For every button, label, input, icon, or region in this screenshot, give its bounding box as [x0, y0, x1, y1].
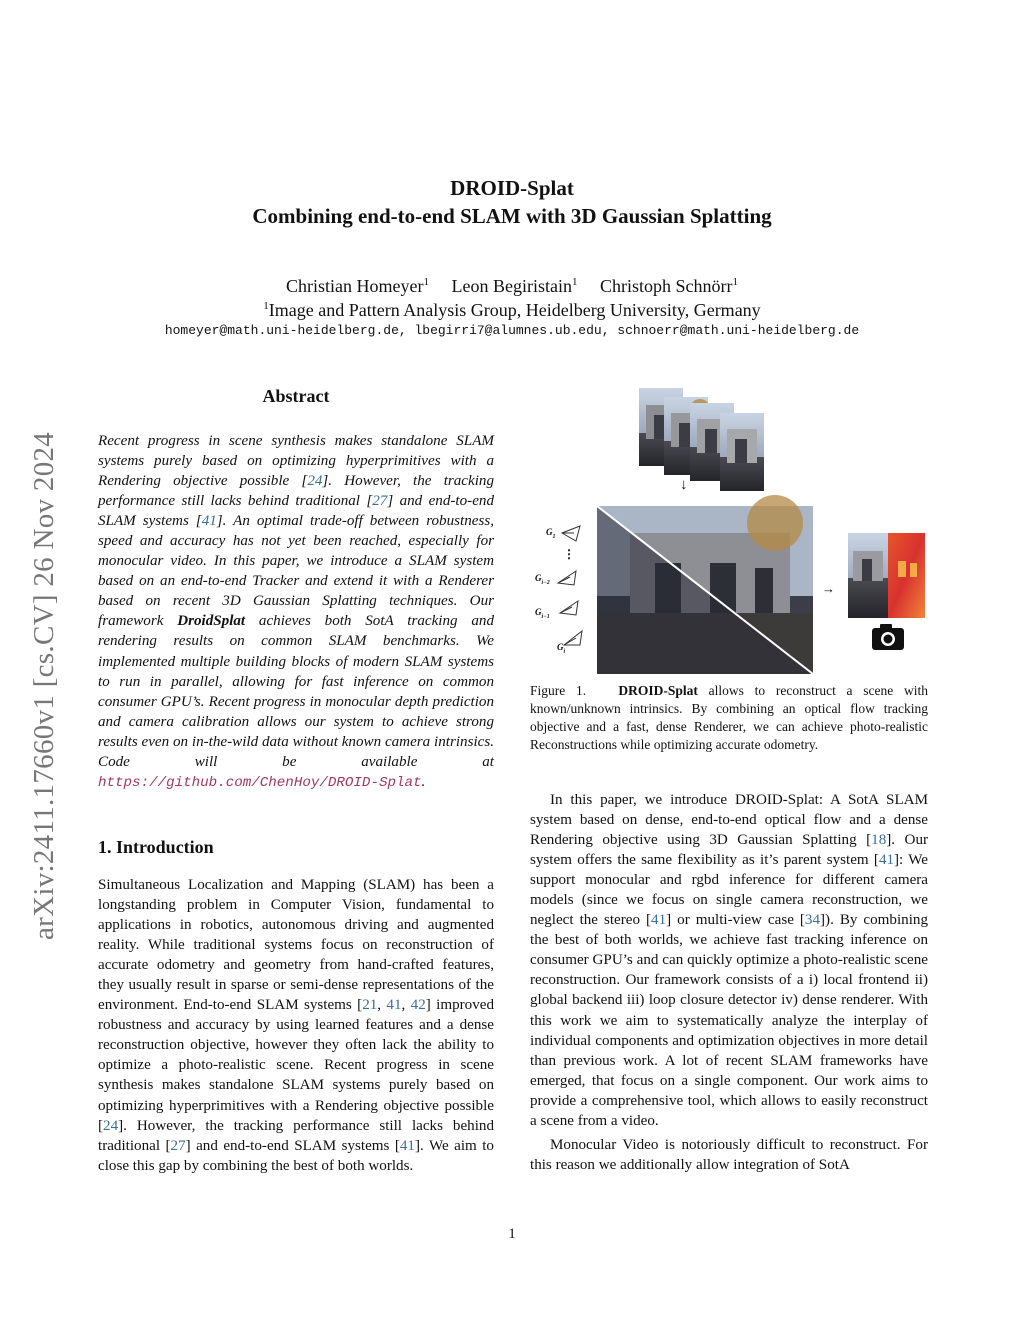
figure-1-graphic — [530, 383, 928, 681]
paper-title — [0, 174, 1024, 230]
author-name: Christoph Schnörr — [599, 276, 733, 296]
section-heading-introduction: 1. Introduction — [98, 837, 214, 857]
pose-label: $G_i$ — [557, 642, 566, 655]
pose-label: $G_1$ — [546, 527, 556, 540]
camera-pose-icon — [564, 631, 582, 645]
arrow-right-icon: → — [822, 581, 835, 596]
page-number: 1 — [508, 1226, 516, 1242]
figure-1 — [530, 383, 928, 681]
citation-link[interactable]: 27 — [170, 1137, 186, 1154]
citation-link[interactable]: 18 — [871, 832, 887, 849]
citation-link[interactable]: 41 — [878, 852, 895, 869]
introduction-body: Simultaneous Localization and Mapping (SLAM) has been a longstanding problem in Computer Vision, fundamental to applications in robotics, autonomous driving and augmented reality. While traditional systems focus on reconstruction of accurate odometry and geometry from hand-crafted features, they usually result in sparse or semi-dense representations of the environment. End-to-end SLAM systems [21, 41, 42] improved robustness and accuracy by using learned features and a dense reconstruction objective, however they often lack the ability to optimize a photo-realistic scene. Recent progress in scene synthesis makes standalone SLAM systems purely based on optimizing hyperprimitives with a Rendering objective possible [24]. However, the tracking performance still lacks behind traditional [27] and end-to-end SLAM systems [41]. We aim to close this gap by combining the best of both worlds. — [98, 877, 494, 1174]
abstract-heading: Abstract — [262, 386, 330, 406]
camera-pose-icon — [562, 526, 580, 541]
figure-1-caption: Figure 1. DROID-Splat allows to reconstruct a scene with known/unknown intrinsics. By combining an optical flow tracking objective and a fast, dense Renderer, we can achieve photo-realistic Reconstructions while optimizing accurate odometry. — [530, 683, 929, 752]
citation-link[interactable]: 21 — [362, 997, 378, 1014]
citation-link[interactable]: 34 — [804, 912, 821, 929]
author-emails: homeyer@math.uni-heidelberg.de, lbegirri7@alumnes.ub.edu, schnoerr@math.uni-heidelberg.de — [164, 323, 860, 338]
ellipsis-icon: ⋮ — [563, 547, 575, 561]
affiliation: $^1$Image and Pattern Analysis Group, Heidelberg University, Germany — [263, 300, 761, 320]
citation-link[interactable]: 41 — [386, 997, 402, 1014]
arxiv-side-stamp: arXiv:2411.17660v1 [cs.CV] 26 Nov 2024 — [28, 431, 60, 940]
citation-link[interactable]: 41 — [399, 1137, 415, 1154]
rendered-depth-image — [888, 533, 925, 618]
author-name: Christian Homeyer — [286, 276, 424, 296]
author-name: Leon Begiristain — [451, 276, 572, 296]
citation-link[interactable]: 24 — [307, 473, 323, 490]
code-url-link[interactable]: https://github.com/ChenHoy/DROID-Splat — [98, 774, 422, 791]
camera-icon — [872, 624, 904, 650]
author-list: Christian Homeyer$^1$ Leon Begiristain$^1$ Christoph Schnörr$^1$ — [286, 276, 738, 296]
title-line-2: Combining end-to-end SLAM with 3D Gaussian Splatting — [252, 204, 772, 228]
pose-label: $G_{i-2}$ — [535, 573, 550, 586]
citation-link[interactable]: 27 — [372, 493, 388, 510]
arrow-down-icon: ↓ — [680, 477, 688, 493]
camera-pose-icon — [560, 601, 578, 615]
camera-pose-icon — [558, 571, 576, 585]
citation-link[interactable]: 42 — [410, 997, 426, 1014]
citation-link[interactable]: 24 — [103, 1117, 119, 1134]
input-frame — [720, 413, 764, 491]
pose-label: $G_{i-1}$ — [535, 607, 550, 620]
citation-link[interactable]: 41 — [201, 513, 217, 530]
abstract-body: Recent progress in scene synthesis makes standalone SLAM systems purely based on optimizing hyperprimitives with a Rendering objective possible [24]. However, the tracking performance still lacks behind traditional [27] and end-to-end SLAM systems [41]. An optimal trade-off between robustness, speed and accuracy has not yet been reached, especially for monocular video. In this paper, we introduce a SLAM system based on an end-to-end Tracker and extend it with a Renderer based on recent 3D Gaussian Splatting techniques. Our framework DroidSplat achieves both SotA tracking and rendering results on common SLAM benchmarks. We implemented multiple building blocks of modern SLAM systems to run in parallel, allowing for fast inference on common consumer GPU’s. Recent progress in monocular depth prediction and camera calibration allows our system to achieve strong results even on in-the-wild data without known camera intrinsics. Code will be available at https://github.com/ChenHoy/DROID-Splat. — [98, 433, 494, 791]
reconstruction-image — [597, 495, 813, 674]
right-column-body: In this paper, we introduce DROID-Splat: A SotA SLAM system based on dense, end-to-end optical flow and a dense Rendering objective using 3D Gaussian Splatting [18]. Our system offers the same flexibility as it’s parent system [41]: We support monocular and rgbd inference for different camera models (since we focus on single camera reconstruction, we neglect the stereo [41] or multi-view case [34]). By combining the best of both worlds, we achieve fast tracking inference on consumer GPU’s and can quickly optimize a photo-realistic scene reconstruction. Our framework consists of a i) local frontend ii) global backend iii) loop closure detector iv) dense renderer. With this work we aim to systematically analyze the interplay of individual components and optimization objectives in more detail than previous work. A lot of recent SLAM frameworks have emerged, that focus on a single component. Our work aims to provide a comprehensive tool, which allows to easily reconstruct a scene from a video. Monocular Video is notoriously difficult to reconstruct. For this reason we additionally allow integration of SotA — [530, 792, 929, 1173]
citation-link[interactable]: 41 — [651, 912, 667, 929]
rendered-rgb-image — [848, 533, 888, 618]
title-line-1: DROID-Splat — [450, 176, 574, 200]
